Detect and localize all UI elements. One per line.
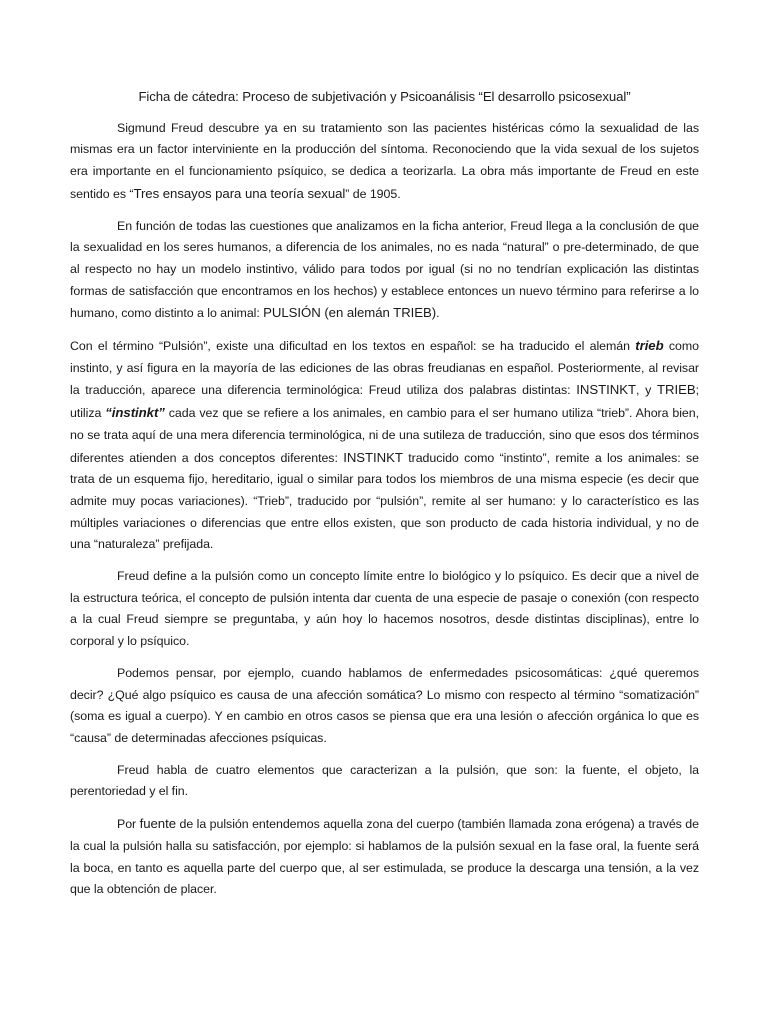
paragraph-text: Sigmund Freud descubre ya en su tratamiento son las pacientes histéricas cómo la sexualidad de las mismas era un factor interviniente en la producción del síntoma. Reconociendo que la vida sexual de los sujetos era importante en el funcionamiento psíquico, se dedica a teorizarla. La obra más importante de Freud en este sentido es “ <box>70 120 699 201</box>
paragraph-text: Con el término “Pulsión”, existe una dificultad en los textos en español: se ha traducido el alemán <box>70 339 636 354</box>
paragraph-text: , y <box>635 383 657 398</box>
term-trieb-italic: trieb <box>635 338 664 354</box>
term-instinkt-quoted: “instinkt” <box>105 405 165 421</box>
paragraph-text: ” de 1905. <box>345 186 401 201</box>
term-pulsion: PULSIÓN (en alemán TRIEB) <box>263 305 437 321</box>
paragraph-text: Por <box>117 817 140 832</box>
paragraph-pulsion-definition <box>70 216 699 326</box>
paragraph-text: traducido como “instinto”, remite a los animales: se trata de un esquema fijo, hereditario, igual o similar para todos los miembros de una misma especie (es decir que admite muy pocas variaciones). “Trieb”, traducido por “pulsión”, remite al ser humano: y lo característico es las múltiples variaciones o diferencias que entre ellos existen, que son producto de cada historia individual, y no de una “naturaleza” prefijada. <box>70 450 699 552</box>
paragraph-limit-concept: Freud define a la pulsión como un concepto límite entre lo biológico y lo psíquico. Es decir que a nivel de la estructura teórica, el concepto de pulsión intenta dar cuenta de una especie de pasaje o conexión (con respecto a la cual Freud siempre se preguntaba, y aún hoy lo hacemos nosotros, desde distintas disciplinas), entre lo corporal y lo psíquico. <box>70 569 699 649</box>
term-trieb: TRIEB <box>657 382 696 398</box>
paragraph-text: de la pulsión entendemos aquella zona del cuerpo (también llamada zona erógena) a través de la cual la pulsión halla su satisfacción, por ejemplo: si hablamos de la pulsión sexual en la fase oral, la fuente será la boca, en tanto es aquella parte del cuerpo que, al ser estimulada, se produce la descarga una tensión, a la vez que la obtención de placer. <box>70 817 699 897</box>
paragraph-text: como instinto, y así figura en la mayoría de las ediciones de las obras freudianas en español. Posteriormente, al revisar la traducción, aparece una diferencia terminológica: Freud utiliza dos palabras distintas: <box>70 339 699 398</box>
book-title: Tres ensayos para una teoría sexual <box>133 185 346 201</box>
paragraph-four-elements: Freud habla de cuatro elementos que caracterizan a la pulsión, que son: la fuente, el objeto, la perentoriedad y el fin. <box>70 762 699 799</box>
paragraph-translation <box>70 335 699 556</box>
paragraph-text: . <box>436 306 440 321</box>
paragraph-text: En función de todas las cuestiones que analizamos en la ficha anterior, Freud llega a la conclusión de que la sexualidad en los seres humanos, a diferencia de los animales, no es nada “natural” o pre-determinado, de que al respecto no hay un modelo instintivo, válido para todos por igual (si no no tendrían explicación las distintas formas de satisfacción que encontramos en los hechos) y establece entonces un nuevo término para referirse a lo humano, como distinto a lo animal: <box>70 218 699 321</box>
paragraph-psychosomatic: Podemos pensar, por ejemplo, cuando hablamos de enfermedades psicosomáticas: ¿qué queremos decir? ¿Qué algo psíquico es causa de una afección somática? Lo mismo con respecto al término “somatización” (soma es igual a cuerpo). Y en cambio en otros casos se piensa que era una lesión o afección orgánica lo que es “causa” de determinadas afecciones psíquicas. <box>70 665 699 745</box>
term-instinkt: INSTINKT <box>576 382 636 398</box>
paragraph-text: ; utiliza <box>70 383 699 421</box>
paragraph-fuente <box>70 813 699 901</box>
term-instinkt-second: INSTINKT <box>343 449 403 465</box>
paragraph-text: cada vez que se refiere a los animales, en cambio para el ser humano utiliza “trieb”. Ahora bien, no se trata aquí de una mera diferencia terminológica, ni de una sutileza de traducción, sino que esos dos términos diferentes atienden a dos conceptos diferentes: <box>70 406 699 465</box>
document-page <box>70 86 699 911</box>
term-fuente: fuente <box>139 816 176 832</box>
paragraph-freud-discovery <box>70 118 699 206</box>
document-title: Ficha de cátedra: Proceso de subjetivación y Psicoanálisis “El desarrollo psicosexual” <box>138 89 631 104</box>
